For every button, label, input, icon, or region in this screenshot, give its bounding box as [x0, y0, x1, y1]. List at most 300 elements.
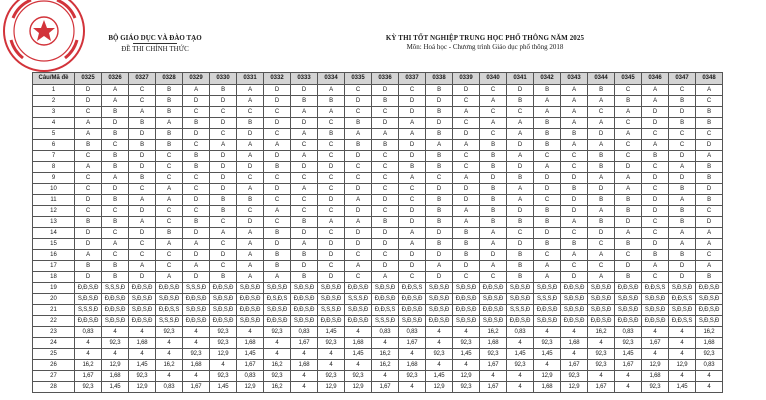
answer-cell: B	[696, 272, 723, 283]
answer-cell: D	[372, 195, 399, 206]
answer-cell: B	[480, 206, 507, 217]
answer-cell: 0,83	[615, 327, 642, 338]
answer-cell: D	[615, 261, 642, 272]
answer-cell: D	[102, 184, 129, 195]
answer-cell: C	[669, 85, 696, 96]
answer-cell: 4	[534, 327, 561, 338]
answer-cell: C	[426, 173, 453, 184]
answer-cell: C	[129, 184, 156, 195]
answer-cell: 1,67	[642, 338, 669, 349]
answer-cell: S,Đ,S,Đ	[507, 294, 534, 305]
answer-cell: 0,83	[507, 327, 534, 338]
answer-cell: A	[264, 206, 291, 217]
answer-cell: D	[453, 184, 480, 195]
answer-cell: 1,67	[183, 382, 210, 393]
answer-cell: D	[696, 140, 723, 151]
answer-cell: A	[129, 195, 156, 206]
answer-cell: A	[318, 85, 345, 96]
answer-cell: C	[264, 173, 291, 184]
answer-cell: 92,3	[183, 349, 210, 360]
answer-cell: B	[156, 85, 183, 96]
answer-cell: A	[696, 228, 723, 239]
answer-cell: 4	[561, 349, 588, 360]
answer-cell: C	[480, 85, 507, 96]
answer-cell: A	[507, 195, 534, 206]
table-row	[33, 250, 723, 261]
exam-code-header: 0332	[264, 73, 291, 85]
answer-cell: D	[318, 239, 345, 250]
answer-cell: Đ,Đ,S,Đ	[291, 294, 318, 305]
answer-cell: D	[210, 173, 237, 184]
answer-cell: B	[480, 217, 507, 228]
answer-cell: C	[183, 173, 210, 184]
answer-cell: D	[642, 206, 669, 217]
answer-cell: B	[642, 151, 669, 162]
answer-cell: D	[507, 162, 534, 173]
answer-cell: S,Đ,S,Đ	[399, 316, 426, 327]
answer-cell: C	[264, 195, 291, 206]
answer-cell: A	[696, 85, 723, 96]
answer-cell: 1,68	[237, 338, 264, 349]
answer-cell: A	[642, 261, 669, 272]
answer-cell: C	[318, 228, 345, 239]
answer-cell: 4	[669, 349, 696, 360]
answer-cell: A	[237, 151, 264, 162]
official-exam-label: ĐỀ THI CHÍNH THỨC	[121, 45, 189, 53]
answer-cell: 1,67	[372, 382, 399, 393]
question-number: 19	[33, 283, 75, 294]
question-number: 16	[33, 250, 75, 261]
answer-cell: 12,9	[534, 371, 561, 382]
exam-code-header: 0329	[183, 73, 210, 85]
answer-cell: C	[102, 250, 129, 261]
answer-cell: Đ,Đ,S,S	[156, 305, 183, 316]
answer-cell: B	[588, 195, 615, 206]
answer-cell: B	[507, 173, 534, 184]
answer-cell: Đ,Đ,S,Đ	[534, 305, 561, 316]
exam-code-header: 0335	[345, 73, 372, 85]
answer-cell: C	[399, 85, 426, 96]
answer-cell: Đ,Đ,S,Đ	[318, 316, 345, 327]
answer-cell: A	[291, 129, 318, 140]
answer-cell: Đ,Đ,S,Đ	[264, 316, 291, 327]
table-row	[33, 118, 723, 129]
answer-cell: D	[696, 217, 723, 228]
answer-cell: C	[372, 250, 399, 261]
answer-cell: 4	[156, 338, 183, 349]
answer-cell: C	[399, 184, 426, 195]
answer-cell: 4	[669, 338, 696, 349]
answer-cell: S,Đ,S,Đ	[453, 283, 480, 294]
answer-cell: D	[75, 228, 102, 239]
answer-cell: B	[426, 85, 453, 96]
answer-cell: 4	[318, 360, 345, 371]
answer-cell: B	[75, 140, 102, 151]
answer-cell: Đ,Đ,S,Đ	[426, 316, 453, 327]
answer-cell: S,Đ,S,Đ	[588, 283, 615, 294]
answer-cell: C	[264, 217, 291, 228]
answer-cell: Đ,Đ,S,Đ	[615, 283, 642, 294]
answer-cell: C	[156, 162, 183, 173]
question-number: 26	[33, 360, 75, 371]
answer-cell: 92,3	[264, 327, 291, 338]
answer-cell: B	[534, 206, 561, 217]
answer-cell: S,Đ,S,Đ	[696, 294, 723, 305]
answer-cell: 1,68	[534, 382, 561, 393]
answer-cell: B	[615, 206, 642, 217]
answer-cell: B	[426, 107, 453, 118]
answer-cell: 12,9	[642, 360, 669, 371]
answer-cell: A	[480, 228, 507, 239]
answer-cell: B	[156, 96, 183, 107]
answer-cell: D	[426, 250, 453, 261]
answer-cell: 4	[129, 327, 156, 338]
answer-cell: B	[615, 239, 642, 250]
answer-cell: A	[102, 239, 129, 250]
table-row	[33, 85, 723, 96]
answer-cell: A	[534, 96, 561, 107]
answer-cell: 4	[264, 349, 291, 360]
answer-cell: C	[318, 151, 345, 162]
answer-cell: C	[669, 129, 696, 140]
answer-cell: B	[480, 151, 507, 162]
answer-cell: A	[507, 184, 534, 195]
answer-cell: C	[75, 173, 102, 184]
answer-cell: C	[588, 261, 615, 272]
answer-cell: B	[507, 217, 534, 228]
answer-cell: 16,2	[588, 327, 615, 338]
answer-cell: 1,67	[588, 382, 615, 393]
answer-cell: Đ,Đ,S,Đ	[399, 305, 426, 316]
answer-cell: D	[426, 96, 453, 107]
answer-cell: C	[291, 206, 318, 217]
answer-cell: Đ,S,Đ,S	[264, 294, 291, 305]
answer-cell: S,Đ,S,Đ	[237, 283, 264, 294]
answer-cell: C	[237, 107, 264, 118]
answer-cell: 12,9	[453, 371, 480, 382]
answer-cell: 1,68	[345, 338, 372, 349]
answer-cell: B	[210, 272, 237, 283]
answer-cell: B	[399, 162, 426, 173]
answer-cell: 4	[156, 349, 183, 360]
answer-cell: 4	[372, 338, 399, 349]
answer-cell: S,Đ,S,Đ	[534, 283, 561, 294]
answer-cell: C	[534, 250, 561, 261]
answer-cell: Đ,Đ,S,Đ	[183, 294, 210, 305]
answer-cell: C	[696, 129, 723, 140]
answer-cell: 92,3	[210, 327, 237, 338]
answer-cell: B	[102, 129, 129, 140]
answer-cell: D	[399, 206, 426, 217]
answer-cell: C	[480, 129, 507, 140]
answer-cell: A	[453, 173, 480, 184]
answer-cell: A	[588, 118, 615, 129]
answer-cell: 92,3	[426, 349, 453, 360]
answer-cell: 4	[291, 371, 318, 382]
question-number: 3	[33, 107, 75, 118]
answer-cell: D	[318, 162, 345, 173]
answer-cell: 4	[237, 327, 264, 338]
answer-cell: 92,3	[588, 349, 615, 360]
answer-cell: 1,45	[237, 349, 264, 360]
answer-cell: 4	[588, 338, 615, 349]
answer-cell: 4	[534, 360, 561, 371]
answer-cell: B	[588, 217, 615, 228]
answer-cell: A	[345, 217, 372, 228]
answer-cell: C	[372, 162, 399, 173]
answer-cell: 0,83	[372, 327, 399, 338]
answer-cell: S,S,S,Đ	[183, 283, 210, 294]
table-row	[33, 184, 723, 195]
answer-cell: B	[561, 239, 588, 250]
answer-cell: D	[318, 272, 345, 283]
answer-cell: 1,45	[318, 327, 345, 338]
answer-cell: B	[453, 250, 480, 261]
answer-cell: D	[507, 85, 534, 96]
answer-cell: C	[480, 272, 507, 283]
answer-cell: C	[210, 107, 237, 118]
answer-cell: D	[318, 250, 345, 261]
table-row	[33, 140, 723, 151]
answer-cell: 92,3	[696, 349, 723, 360]
answer-cell: 16,2	[264, 382, 291, 393]
answer-cell: Đ,Đ,S,Đ	[345, 316, 372, 327]
answer-cell: C	[561, 162, 588, 173]
answer-cell: D	[129, 162, 156, 173]
answer-cell: B	[507, 250, 534, 261]
exam-code-header: 0327	[129, 73, 156, 85]
answer-cell: D	[669, 151, 696, 162]
answer-cell: A	[156, 272, 183, 283]
answer-cell: S,Đ,S,Đ	[237, 316, 264, 327]
table-row	[33, 206, 723, 217]
answer-cell: 4	[642, 349, 669, 360]
answer-cell: B	[129, 173, 156, 184]
answer-cell: D	[507, 140, 534, 151]
answer-cell: 1,67	[615, 360, 642, 371]
question-number: 24	[33, 338, 75, 349]
answer-cell: A	[426, 261, 453, 272]
answer-cell: 16,2	[156, 360, 183, 371]
answer-cell: 4	[615, 382, 642, 393]
answer-cell: A	[696, 151, 723, 162]
answer-cell: S,Đ,S,Đ	[156, 294, 183, 305]
answer-cell: C	[75, 206, 102, 217]
answer-cell: 16,2	[75, 360, 102, 371]
answer-cell: C	[453, 272, 480, 283]
answer-cell: D	[183, 195, 210, 206]
answer-cell: 4	[426, 360, 453, 371]
answer-cell: D	[399, 217, 426, 228]
answer-cell: Đ,Đ,S,S	[642, 283, 669, 294]
answer-cell: C	[183, 206, 210, 217]
answer-cell: 1,67	[399, 338, 426, 349]
answer-cell: C	[318, 206, 345, 217]
answer-cell: 4	[291, 349, 318, 360]
answer-cell: C	[615, 118, 642, 129]
answer-cell: Đ,Đ,S,Đ	[696, 305, 723, 316]
answer-cell: C	[237, 206, 264, 217]
answer-cell: 92,3	[318, 338, 345, 349]
answer-cell: S,S,S,Đ	[507, 305, 534, 316]
answer-cell: B	[426, 195, 453, 206]
table-row	[33, 349, 723, 360]
answer-cell: C	[210, 239, 237, 250]
answer-cell: A	[75, 118, 102, 129]
exam-code-header: 0347	[669, 73, 696, 85]
answer-cell: C	[183, 140, 210, 151]
answer-cell: D	[480, 173, 507, 184]
question-number: 8	[33, 162, 75, 173]
answer-cell: D	[642, 173, 669, 184]
answer-cell: A	[426, 140, 453, 151]
table-row	[33, 195, 723, 206]
answer-cell: 1,45	[507, 349, 534, 360]
answer-cell: 1,67	[561, 360, 588, 371]
answer-cell: 1,45	[210, 382, 237, 393]
table-row	[33, 371, 723, 382]
answer-cell: A	[588, 140, 615, 151]
answer-cell: D	[129, 228, 156, 239]
question-number: 25	[33, 349, 75, 360]
answer-cell: D	[453, 129, 480, 140]
answer-cell: D	[561, 272, 588, 283]
answer-cell: C	[318, 261, 345, 272]
answer-cell: C	[102, 228, 129, 239]
answer-cell: A	[183, 85, 210, 96]
answer-cell: B	[480, 184, 507, 195]
answer-cell: B	[453, 228, 480, 239]
answer-cell: S,Đ,S,Đ	[345, 305, 372, 316]
answer-cell: C	[534, 195, 561, 206]
answer-cell: 1,45	[102, 382, 129, 393]
answer-cell: C	[264, 107, 291, 118]
answer-cell: Đ,Đ,S,Đ	[480, 305, 507, 316]
answer-cell: S,Đ,S,Đ	[642, 305, 669, 316]
answer-cell: B	[291, 272, 318, 283]
answer-cell: 1,67	[237, 360, 264, 371]
answer-cell: 92,3	[210, 371, 237, 382]
answer-cell: 16,2	[372, 349, 399, 360]
question-number: 15	[33, 239, 75, 250]
answer-cell: 12,9	[210, 349, 237, 360]
answer-cell: 4	[669, 327, 696, 338]
answer-cell: 1,68	[102, 371, 129, 382]
exam-code-header: 0345	[615, 73, 642, 85]
answer-cell: 12,9	[669, 360, 696, 371]
answer-cell: C	[561, 151, 588, 162]
answer-cell: 1,68	[561, 338, 588, 349]
answer-cell: S,Đ,S,Đ	[75, 294, 102, 305]
exam-code-header: 0326	[102, 73, 129, 85]
answer-cell: B	[102, 272, 129, 283]
answer-cell: 12,9	[237, 382, 264, 393]
answer-cell: A	[534, 261, 561, 272]
answer-cell: C	[588, 107, 615, 118]
answer-cell: 1,45	[453, 349, 480, 360]
answer-cell: C	[669, 140, 696, 151]
answer-cell: A	[561, 96, 588, 107]
answer-cell: 0,83	[75, 327, 102, 338]
answer-cell: Đ,Đ,S,Đ	[453, 305, 480, 316]
answer-cell: C	[615, 250, 642, 261]
answer-cell: 92,3	[561, 371, 588, 382]
answer-cell: B	[102, 217, 129, 228]
answer-cell: A	[642, 85, 669, 96]
answer-cell: 4	[291, 382, 318, 393]
answer-cell: D	[264, 118, 291, 129]
answer-cell: B	[507, 96, 534, 107]
answer-cell: D	[426, 118, 453, 129]
answer-cell: C	[372, 151, 399, 162]
exam-code-header: 0346	[642, 73, 669, 85]
answer-cell: S,Đ,S,Đ	[669, 305, 696, 316]
question-number: 28	[33, 382, 75, 393]
answer-cell: A	[507, 129, 534, 140]
answer-cell: C	[210, 129, 237, 140]
answer-cell: D	[345, 151, 372, 162]
answer-cell: C	[345, 272, 372, 283]
answer-cell: S,S,S,Đ	[75, 305, 102, 316]
answer-cell: 4	[102, 327, 129, 338]
answer-cell: C	[534, 151, 561, 162]
answer-cell: 92,3	[129, 371, 156, 382]
exam-code-header: 0330	[210, 73, 237, 85]
answer-cell: Đ,Đ,S,Đ	[183, 316, 210, 327]
answer-cell: 1,45	[669, 382, 696, 393]
answer-cell: 4	[75, 338, 102, 349]
answer-cell: S,Đ,S,Đ	[291, 283, 318, 294]
question-number: 5	[33, 129, 75, 140]
answer-cell: B	[615, 96, 642, 107]
table-row	[33, 283, 723, 294]
question-number: 21	[33, 305, 75, 316]
answer-cell: S,Đ,S,Đ	[291, 316, 318, 327]
answer-cell: C	[642, 272, 669, 283]
answer-cell: C	[345, 250, 372, 261]
answer-cell: A	[615, 129, 642, 140]
table-row	[33, 261, 723, 272]
answer-cell: 12,9	[561, 382, 588, 393]
answer-cell: D	[75, 272, 102, 283]
answer-cell: B	[588, 162, 615, 173]
table-row	[33, 382, 723, 393]
answer-cell: A	[507, 151, 534, 162]
answer-cell: S,Đ,S,Đ	[696, 316, 723, 327]
exam-code-header: 0331	[237, 73, 264, 85]
answer-cell: B	[102, 162, 129, 173]
answer-cell: D	[291, 228, 318, 239]
answer-cell: C	[480, 107, 507, 118]
question-number: 17	[33, 261, 75, 272]
answer-cell: B	[237, 195, 264, 206]
question-number: 18	[33, 272, 75, 283]
exam-code-header: 0333	[291, 73, 318, 85]
official-seal	[1, 0, 87, 74]
answer-cell: B	[534, 118, 561, 129]
answer-cell: 1,67	[75, 371, 102, 382]
answer-cell: B	[426, 151, 453, 162]
answer-cell: B	[642, 250, 669, 261]
answer-cell: 1,68	[399, 360, 426, 371]
answer-cell: 4	[372, 371, 399, 382]
answer-cell: C	[291, 140, 318, 151]
answer-cell: C	[129, 239, 156, 250]
answer-cell: B	[534, 140, 561, 151]
answer-cell: D	[264, 96, 291, 107]
answer-cell: A	[237, 184, 264, 195]
table-header-row	[33, 73, 723, 85]
